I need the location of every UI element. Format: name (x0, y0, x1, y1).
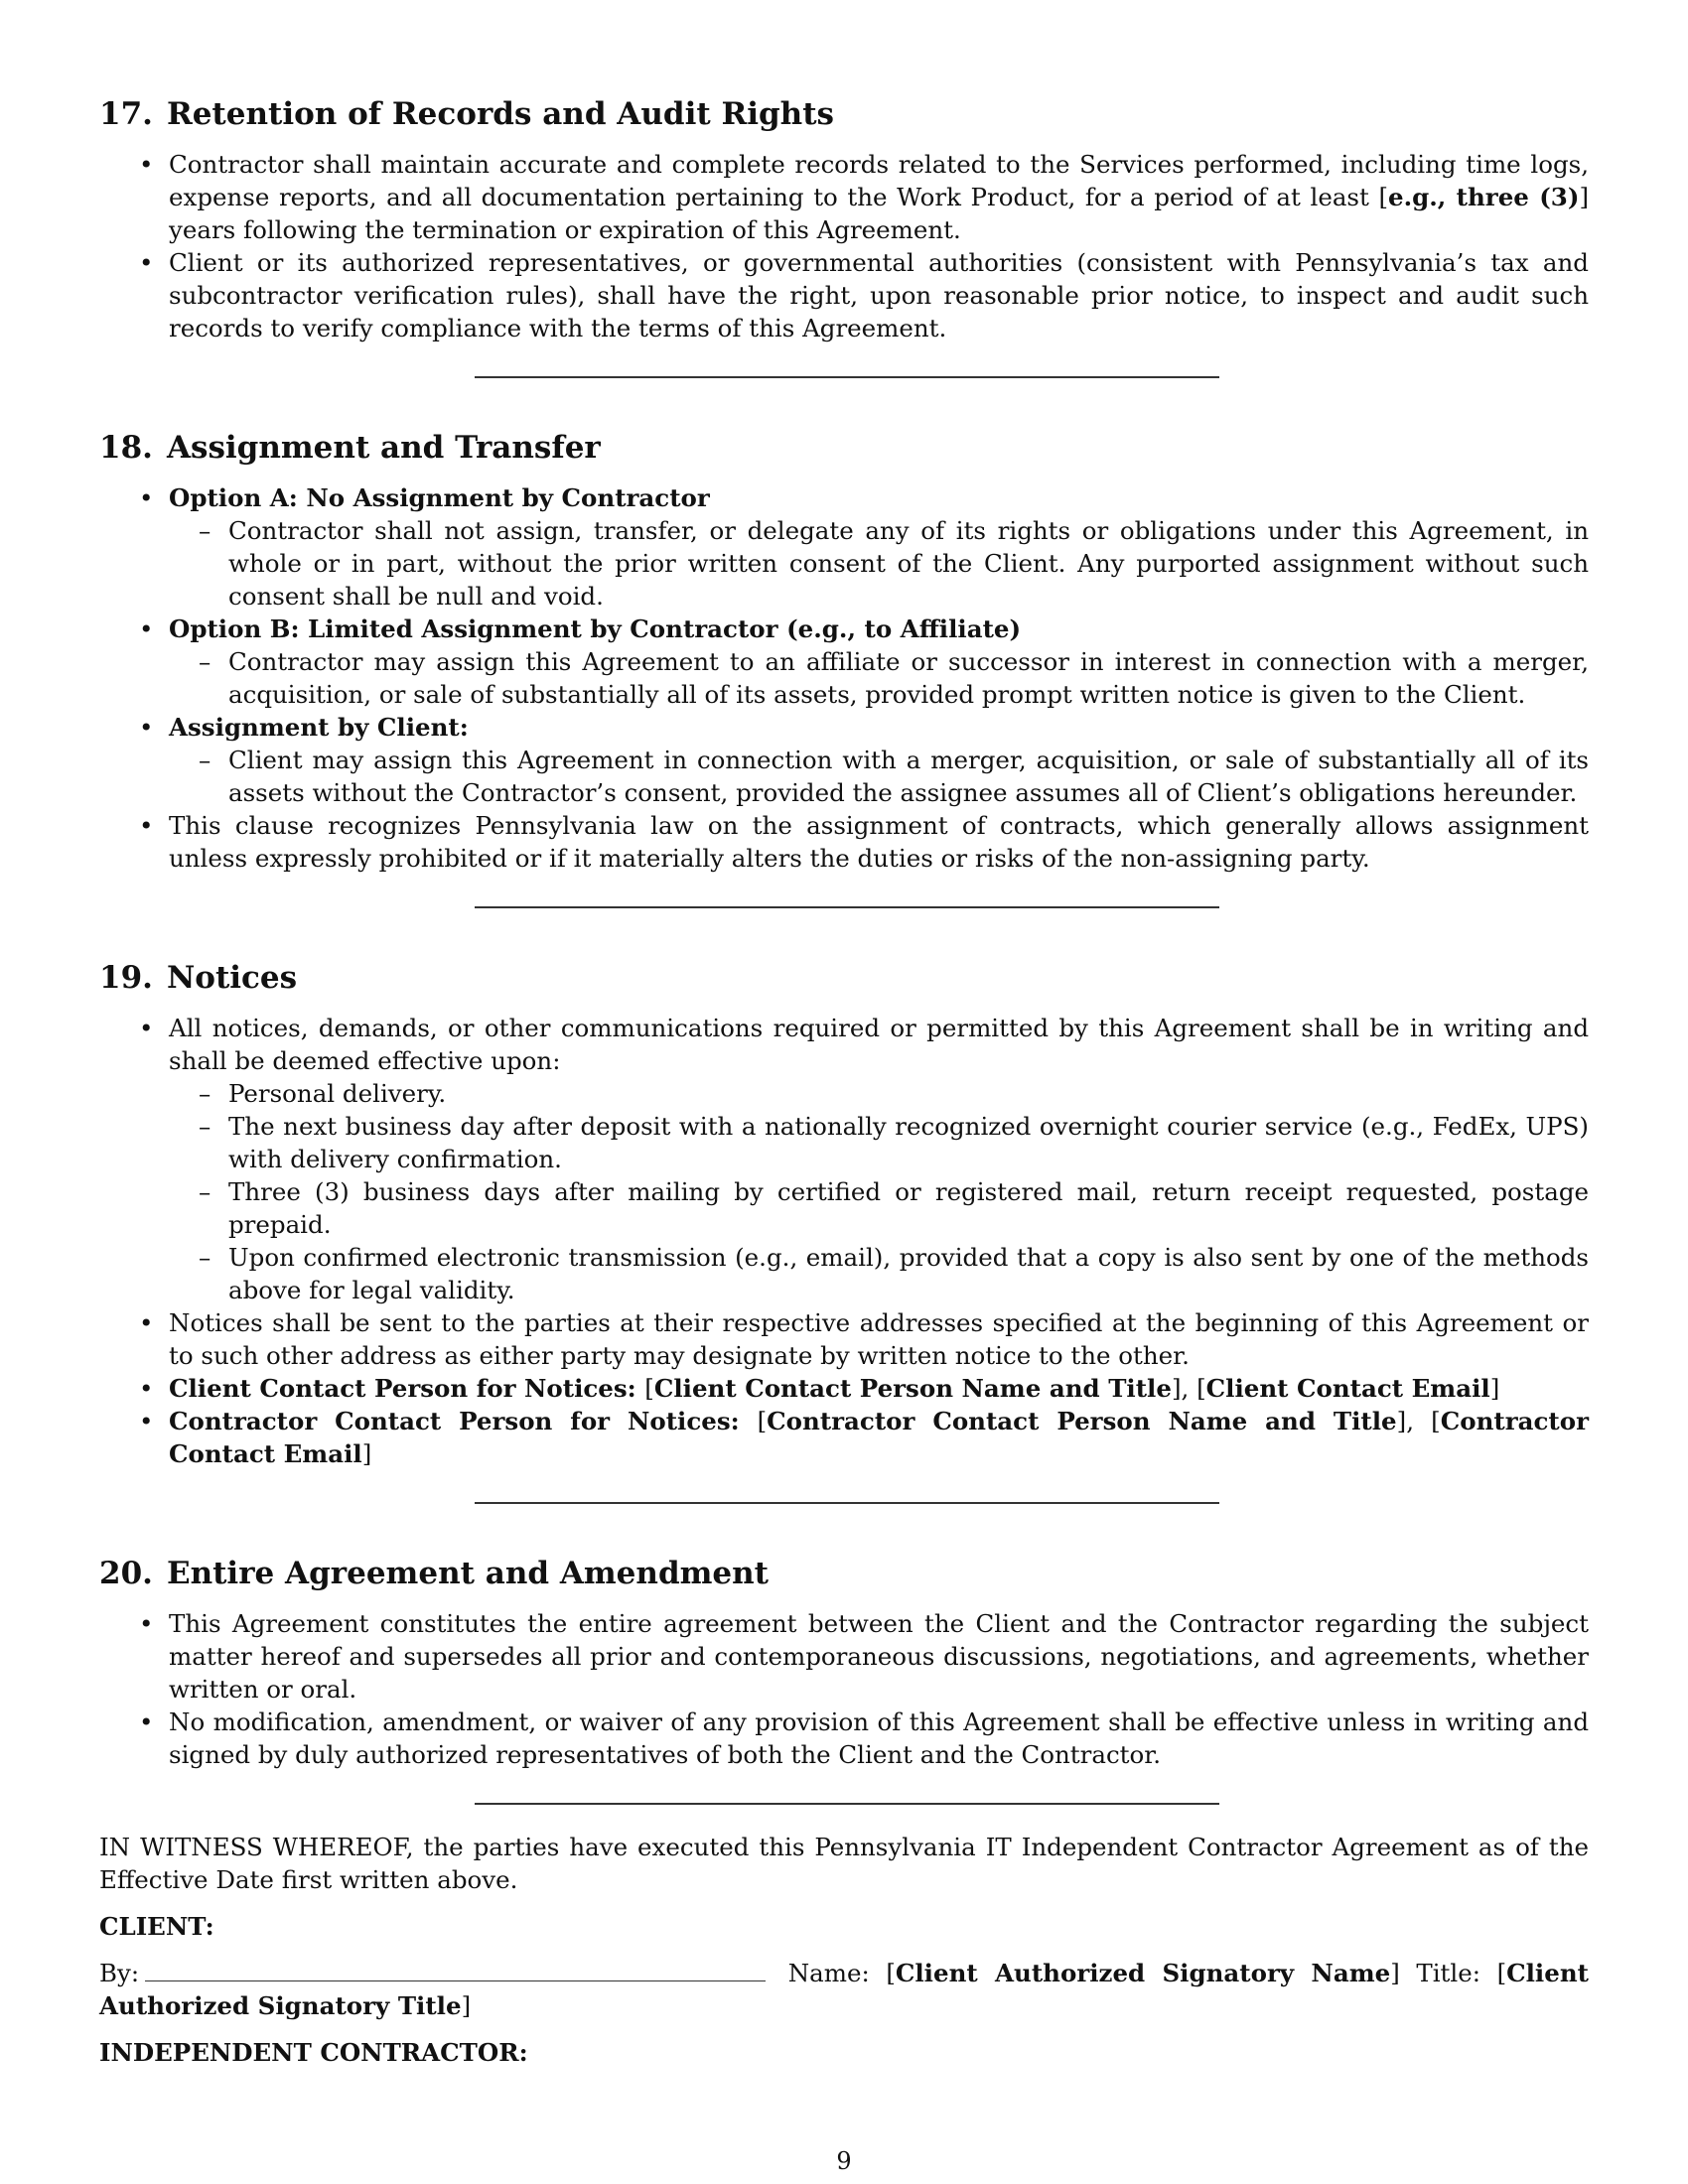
sub-list-item: – Contractor may assign this Agreement to an affiliate or successor in interest in connection with a merger, acquisition, or sale of substantially all of its assets, provided prompt written notice is given to the Client. (169, 645, 1589, 711)
document-page (99, 94, 1589, 2069)
bullet-list (99, 1607, 1589, 1771)
sub-list-item: – Personal delivery. (169, 1077, 1589, 1110)
section-heading: 20. Entire Agreement and Amendment (99, 1556, 769, 1591)
sub-list (169, 514, 1589, 613)
section-heading: 17. Retention of Records and Audit Rights (99, 96, 834, 132)
sub-list (169, 744, 1589, 809)
contractor-heading: INDEPENDENT CONTRACTOR: (99, 2038, 528, 2067)
sub-list-item: – Contractor shall not assign, transfer, or delegate any of its rights or obligations under this Agreement, in whole or in part, without the prior written consent of the Client. Any purported assignment without such consent shall be null and void. (169, 514, 1589, 613)
list-item: • Option A: No Assignment by Contractor – Contractor shall not assign, transfer, or delegate any of its rights or obligations under this Agreement, in whole or in part, without the prior written consent of the Client. Any purported assignment without such consent shall be null and void. (99, 481, 1589, 613)
list-item: • Contractor shall maintain accurate and complete records related to the Services performed, including time logs, expense reports, and all documentation pertaining to the Work Product, for a period of at least [e.g., three (3)] years following the termination or expiration of this Agreement. (99, 148, 1589, 246)
section-heading: 18. Assignment and Transfer (99, 430, 601, 466)
bullet-list (99, 481, 1589, 875)
section-divider (475, 906, 1219, 908)
section-heading: 19. Notices (99, 960, 298, 996)
section-20 (99, 1554, 1589, 1805)
page-number: 9 (836, 2147, 852, 2175)
list-item: • Contractor Contact Person for Notices: [Contractor Contact Person Name and Title], [Contractor Contact Email] (99, 1405, 1589, 1470)
section-19 (99, 958, 1589, 1504)
witness-paragraph: IN WITNESS WHEREOF, the parties have executed this Pennsylvania IT Independent Contractor Agreement as of the Effective Date first written above. (99, 1833, 1589, 1894)
list-item: • No modification, amendment, or waiver of any provision of this Agreement shall be effective unless in writing and signed by duly authorized representatives of both the Client and the Contractor. (99, 1706, 1589, 1771)
client-heading: CLIENT: (99, 1912, 214, 1941)
sub-list-item: – The next business day after deposit with a nationally recognized overnight courier service (e.g., FedEx, UPS) with delivery confirmation. (169, 1110, 1589, 1175)
list-item: • Client Contact Person for Notices: [Client Contact Person Name and Title], [Client Contact Email] (99, 1372, 1589, 1405)
section-divider (475, 1502, 1219, 1504)
bullet-list (99, 148, 1589, 344)
list-item: • This clause recognizes Pennsylvania law on the assignment of contracts, which generally allows assignment unless expressly prohibited or if it materially alters the duties or risks of the non-assigning party. (99, 809, 1589, 875)
sub-list (169, 1077, 1589, 1306)
sub-list-item: – Upon confirmed electronic transmission (e.g., email), provided that a copy is also sent by one of the methods above for legal validity. (169, 1241, 1589, 1306)
sub-list (169, 645, 1589, 711)
list-item: • Client or its authorized representatives, or governmental authorities (consistent with Pennsylvania’s tax and subcontractor verification rules), shall have the right, upon reasonable prior notice, to inspect and audit such records to verify compliance with the terms of this Agreement. (99, 246, 1589, 344)
list-item: • All notices, demands, or other communications required or permitted by this Agreement shall be in writing and shall be deemed effective upon: – Personal delivery. – The next business day after deposit with a nationally recognized overnight courier service (e.g., FedEx, UPS) with delivery confirmation. – Three (3) business days after mailing by certified or registered mail, return receipt requested, postage prepaid. – Upon confirmed electronic transmission (e.g., email), provided that a copy is also sent by one of the methods above for legal validity. (99, 1012, 1589, 1306)
list-item: • This Agreement constitutes the entire agreement between the Client and the Contractor regarding the subject matter hereof and supersedes all prior and contemporaneous discussions, negotiations, and agreements, whether written or oral. (99, 1607, 1589, 1706)
section-divider (475, 376, 1219, 378)
list-item: • Assignment by Client: – Client may assign this Agreement in connection with a merger, acquisition, or sale of substantially all of its assets without the Contractor’s consent, provided the assignee assumes all of Client’s obligations hereunder. (99, 711, 1589, 809)
sub-list-item: – Three (3) business days after mailing by certified or registered mail, return receipt requested, postage prepaid. (169, 1175, 1589, 1241)
signature-blank[interactable] (145, 1959, 766, 1981)
sub-list-item: – Client may assign this Agreement in connection with a merger, acquisition, or sale of substantially all of its assets without the Contractor’s consent, provided the assignee assumes all of Client’s obligations hereunder. (169, 744, 1589, 809)
section-divider (475, 1803, 1219, 1805)
list-item: • Notices shall be sent to the parties at their respective addresses specified at the beginning of this Agreement or to such other address as either party may designate by written notice to the other. (99, 1306, 1589, 1372)
section-18 (99, 428, 1589, 908)
section-17 (99, 94, 1589, 378)
bullet-list (99, 1012, 1589, 1470)
list-item: • Option B: Limited Assignment by Contractor (e.g., to Affiliate) – Contractor may assign this Agreement to an affiliate or successor in interest in connection with a merger, acquisition, or sale of substantially all of its assets, provided prompt written notice is given to the Client. (99, 613, 1589, 711)
client-signature-line: By: Name: [Client Authorized Signatory Name] Title: [Client Authorized Signatory Title] (99, 1959, 1589, 2020)
